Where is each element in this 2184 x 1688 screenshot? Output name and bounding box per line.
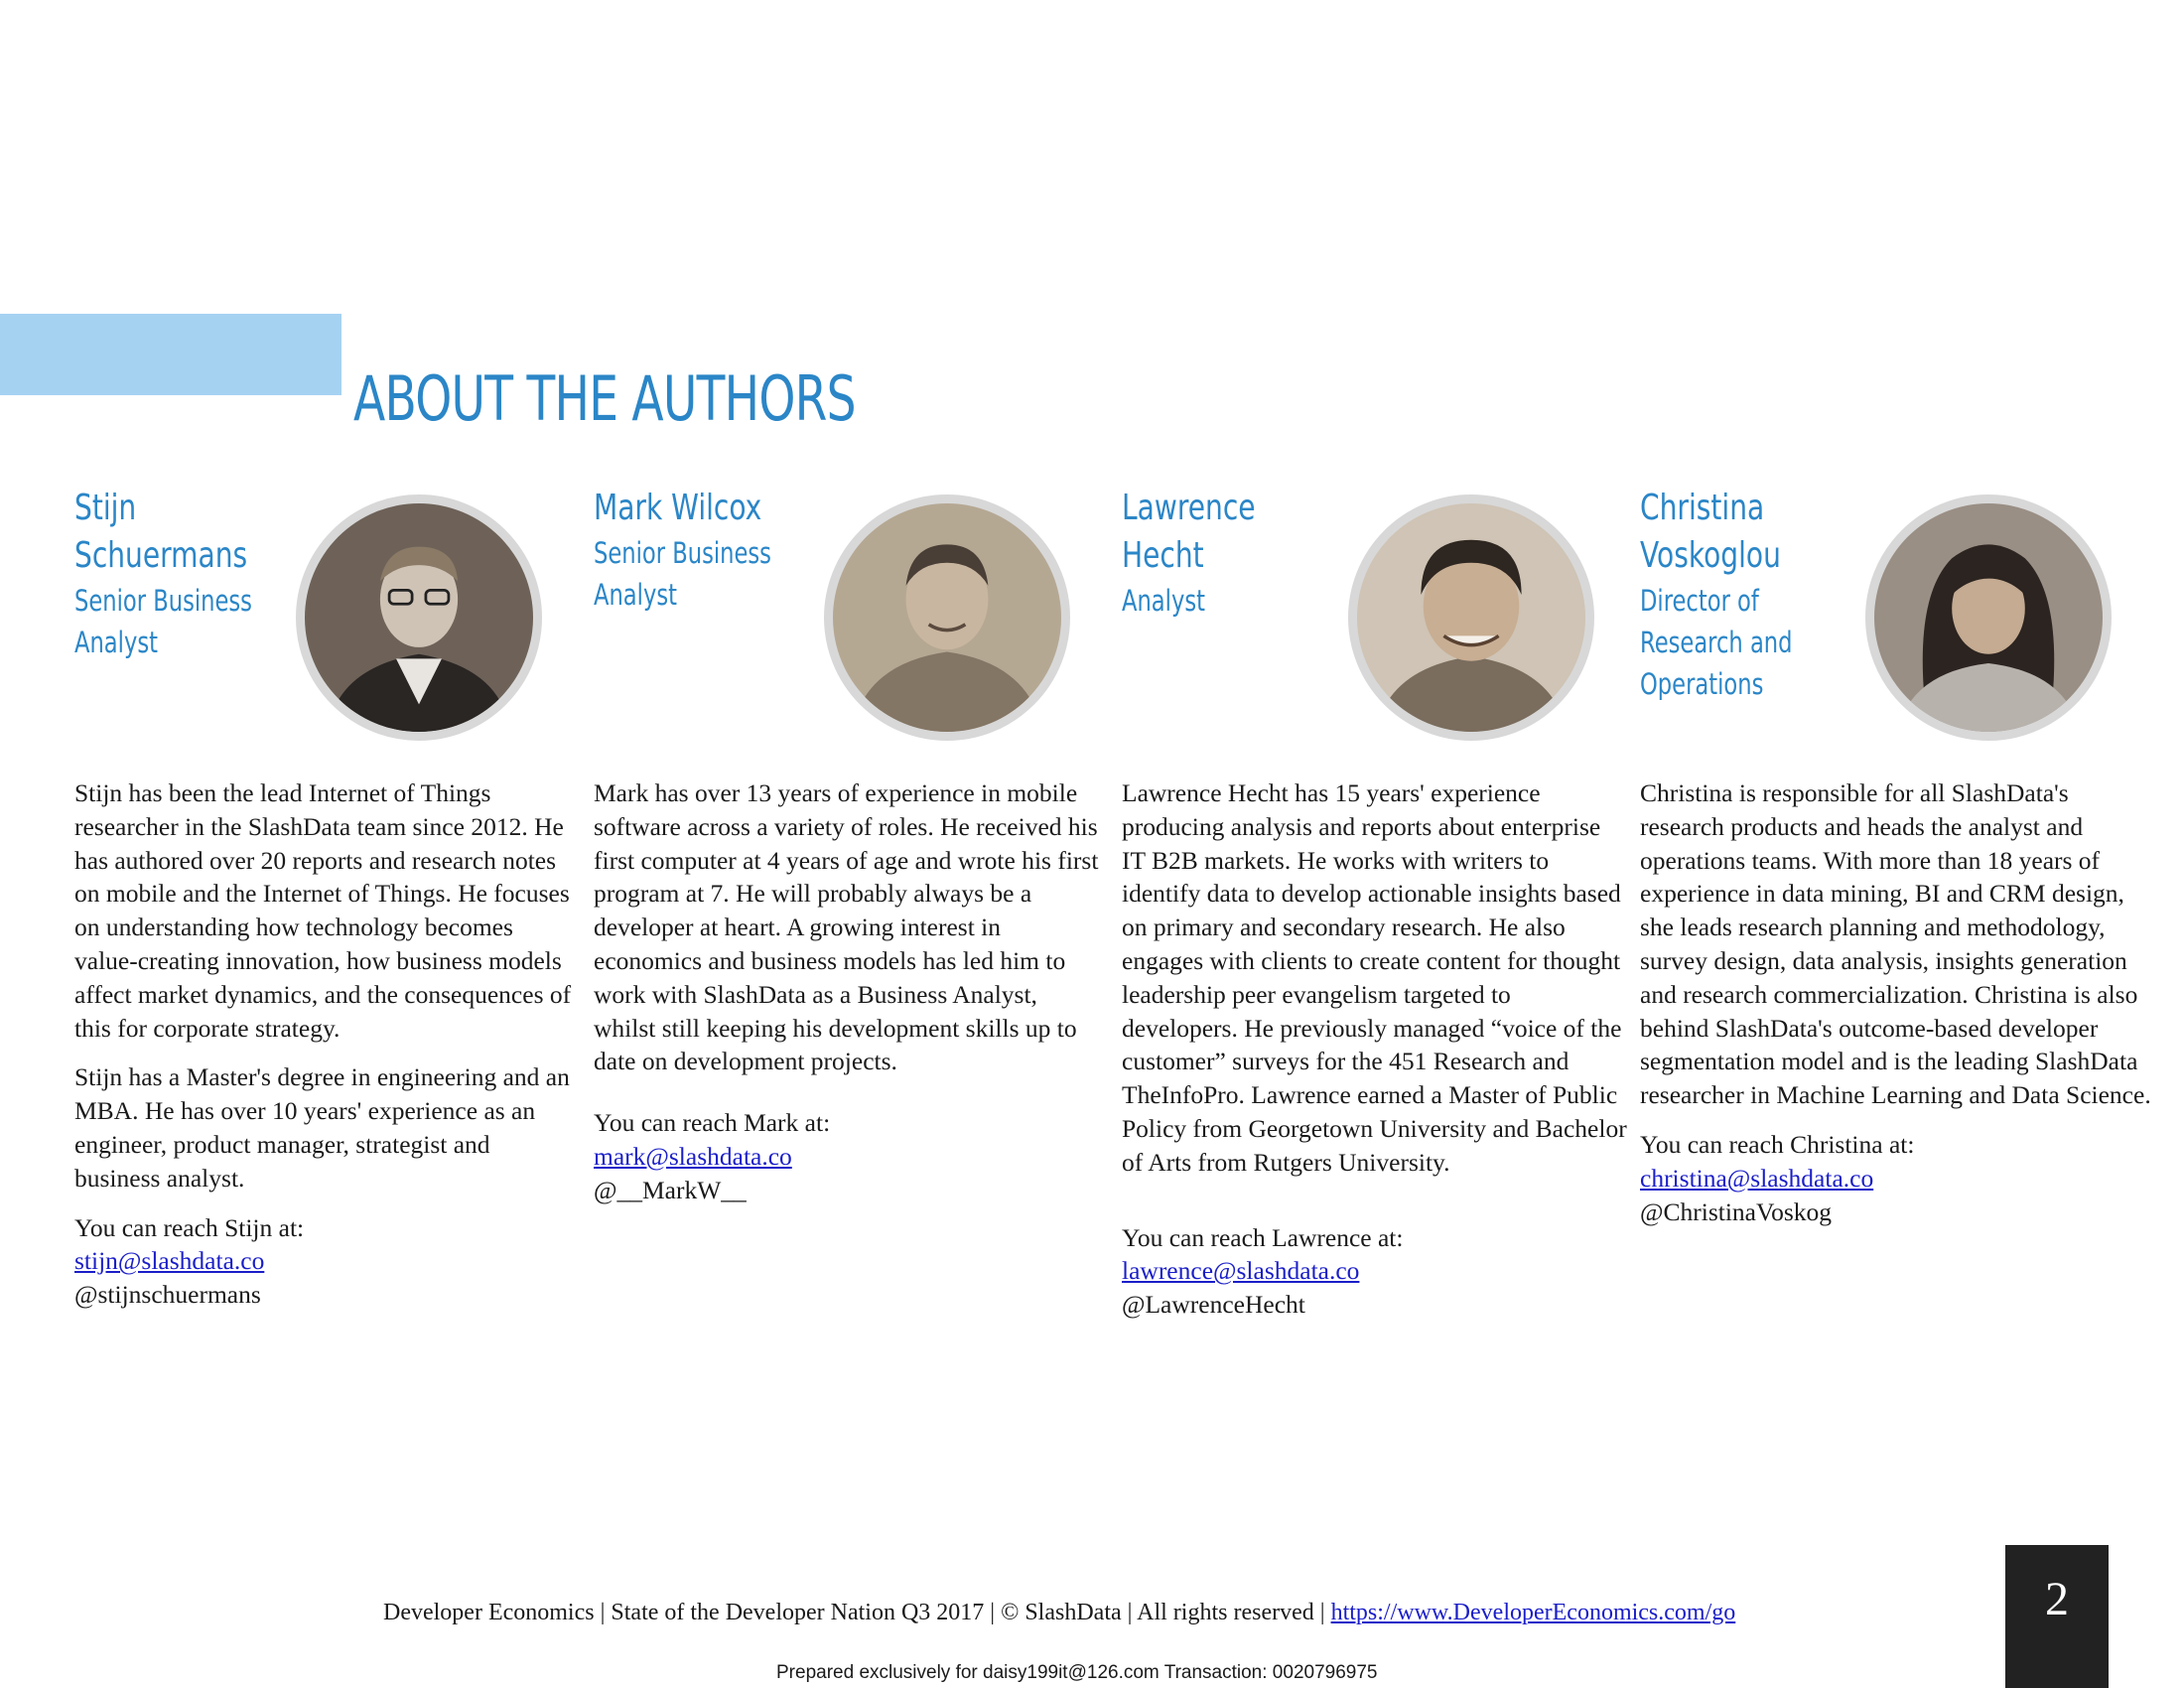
author-name-line: Mark Wilcox bbox=[594, 488, 762, 528]
author-role-line: Analyst bbox=[1122, 584, 1206, 618]
author-email-link[interactable]: mark@slashdata.co bbox=[594, 1141, 792, 1171]
author-heading bbox=[74, 485, 268, 663]
author-role-line: Operations bbox=[1640, 667, 1764, 701]
author-photo bbox=[1865, 494, 2112, 741]
reach-label: You can reach Stijn at: bbox=[74, 1212, 305, 1242]
reach-label: You can reach Lawrence at: bbox=[1122, 1222, 1404, 1252]
author-photo bbox=[1348, 494, 1594, 741]
author-name-line: Christina bbox=[1640, 488, 1765, 528]
author-name-line: Stijn bbox=[74, 488, 137, 528]
author-social-handle: @ChristinaVoskog bbox=[1640, 1196, 1833, 1226]
bio-paragraph: Stijn has been the lead Internet of Things researcher in the SlashData team since 2012. He has authored over 20 reports and research notes on mobile and the Internet of Things. He focuses on understanding how technology becomes value-creating innovation, how business models affect market dynamics, and the consequences of this for corporate strategy. bbox=[74, 778, 572, 1043]
author-heading bbox=[594, 485, 787, 616]
author-card-lawrence bbox=[1122, 485, 1627, 1320]
author-name-line: Hecht bbox=[1122, 535, 1204, 576]
author-photo-image bbox=[1874, 503, 2103, 732]
author-email-link[interactable]: stijn@slashdata.co bbox=[74, 1246, 265, 1276]
bio-paragraph: Mark has over 13 years of experience in mobile software across a variety of roles. He received his first computer at 4 years of age and wrote his first program at 7. He will probably always be a developer at heart. A growing interest in economics and business models has led him to work with SlashData as a Business Analyst, whilst still keeping his development skills up to date on development projects. bbox=[594, 778, 1099, 1076]
author-photo-image bbox=[1357, 503, 1585, 732]
author-name-line: Lawrence bbox=[1122, 488, 1256, 528]
reach-label: You can reach Mark at: bbox=[594, 1108, 831, 1138]
author-email-link[interactable]: christina@slashdata.co bbox=[1640, 1163, 1874, 1193]
page-number: 2 bbox=[2045, 1573, 2069, 1625]
author-photo bbox=[296, 494, 542, 741]
title-accent-bar bbox=[0, 314, 341, 395]
author-role-line: Analyst bbox=[594, 578, 678, 612]
author-heading bbox=[1640, 485, 1834, 705]
author-email-link[interactable]: lawrence@slashdata.co bbox=[1122, 1256, 1360, 1286]
author-role-line: Research and bbox=[1640, 626, 1793, 659]
author-photo bbox=[824, 494, 1070, 741]
author-role-line: Analyst bbox=[74, 626, 159, 659]
author-name-line: Schuermans bbox=[74, 535, 248, 576]
footer-link[interactable]: https://www.DeveloperEconomics.com/go bbox=[1330, 1600, 1736, 1625]
page-footer bbox=[383, 1600, 1735, 1626]
author-bio bbox=[74, 776, 576, 1312]
author-card-stijn bbox=[74, 485, 572, 1310]
prepared-for-notice: Prepared exclusively for daisy199it@126.com Transaction: 0020796975 bbox=[776, 1662, 1378, 1683]
author-card-mark bbox=[594, 485, 1099, 1204]
author-role-line: Director of bbox=[1640, 584, 1759, 618]
author-social-handle: @stijnschuermans bbox=[74, 1280, 261, 1310]
author-bio bbox=[1640, 776, 2156, 1228]
author-photo-image bbox=[305, 503, 533, 732]
reach-label: You can reach Christina at: bbox=[1640, 1129, 1915, 1159]
author-bio bbox=[1122, 776, 1628, 1322]
page-number-box bbox=[2005, 1545, 2109, 1688]
author-social-handle: @__MarkW__ bbox=[594, 1175, 747, 1204]
bio-paragraph: Lawrence Hecht has 15 years' experience producing analysis and reports about enterprise IT B2B markets. He works with writers to identify data to develop actionable insights based on primary and secondary research. He also engages with clients to create content for thought leadership peer evangelism targeted to developers. He previously managed “voice of the customer” surveys for the 451 Research and TheInfoPro. Lawrence earned a Master of Public Policy from Georgetown University and Bachelor of Arts from Rutgers University. bbox=[1122, 778, 1627, 1177]
bio-paragraph: Stijn has a Master's degree in engineering and an MBA. He has over 10 years' experience as an engineer, product manager, strategist and business analyst. bbox=[74, 1062, 570, 1193]
footer-text: Developer Economics | State of the Developer Nation Q3 2017 | © SlashData | All rights reserved | bbox=[383, 1600, 1331, 1625]
author-heading bbox=[1122, 485, 1315, 622]
section-title: ABOUT THE AUTHORS bbox=[353, 361, 856, 435]
author-social-handle: @LawrenceHecht bbox=[1122, 1290, 1305, 1320]
bio-paragraph: Christina is responsible for all SlashData's research products and heads the analyst and operations teams. With more than 18 years of experience in data mining, BI and CRM design, she leads research planning and methodology, survey design, data analysis, insights generation and research commercialization. Christina is also behind SlashData's outcome-based developer segmentation model and is the leading SlashData researcher in Machine Learning and Data Science. bbox=[1640, 778, 2151, 1110]
author-photo-image bbox=[833, 503, 1061, 732]
author-card-christina bbox=[1640, 485, 2151, 1226]
author-role-line: Senior Business bbox=[594, 536, 771, 570]
author-name-line: Voskoglou bbox=[1640, 535, 1781, 576]
author-role-line: Senior Business bbox=[74, 584, 252, 618]
author-bio bbox=[594, 776, 1100, 1207]
